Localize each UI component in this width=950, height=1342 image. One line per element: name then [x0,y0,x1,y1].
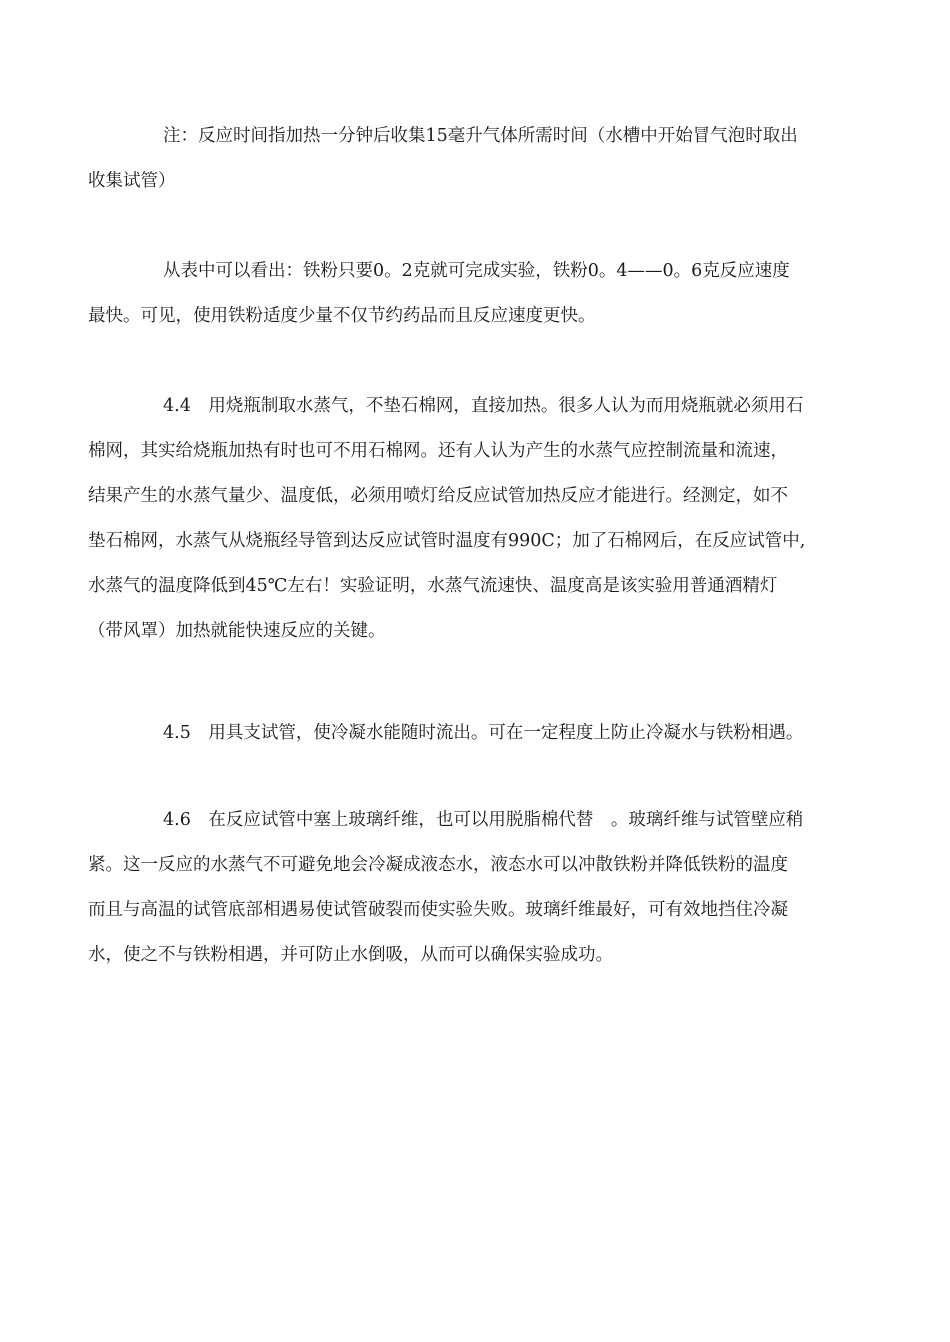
conclusion-paragraph [88,249,878,339]
text-line: 4.4 用烧瓶制取水蒸气，不垫石棉网，直接加热。很多人认为而用烧瓶就必须用石 [163,396,804,416]
section-4-6-paragraph [88,798,878,978]
text-line: 棉网，其实给烧瓶加热有时也可不用石棉网。还有人认为产生的水蒸气应控制流量和流速， [88,441,788,461]
text-line: 4.5 用具支试管，使冷凝水能随时流出。可在一定程度上防止冷凝水与铁粉相遇。 [163,723,804,743]
text-line: 而且与高温的试管底部相遇易使试管破裂而使实验失败。玻璃纤维最好，可有效地挡住冷凝 [88,900,788,920]
text-line: 注：反应时间指加热一分钟后收集15毫升气体所需时间（水槽中开始冒气泡时取出 [163,126,798,146]
text-line: 紧。这一反应的水蒸气不可避免地会冷凝成液态水，液态水可以冲散铁粉并降低铁粉的温度 [88,855,788,875]
text-line: 结果产生的水蒸气量少、温度低，必须用喷灯给反应试管加热反应才能进行。经测定，如不 [88,486,788,506]
text-line: （带风罩）加热就能快速反应的关键。 [88,621,386,641]
section-4-4-paragraph [88,384,878,654]
text-line: 垫石棉网，水蒸气从烧瓶经导管到达反应试管时温度有990C；加了石棉网后，在反应试管中, [88,531,806,551]
text-line: 收集试管） [88,171,176,191]
text-line: 水，使之不与铁粉相遇，并可防止水倒吸，从而可以确保实验成功。 [88,945,613,965]
text-line: 最快。可见，使用铁粉适度少量不仅节约药品而且反应速度更快。 [88,306,596,326]
note-paragraph [88,114,878,204]
text-line: 4.6 在反应试管中塞上玻璃纤维，也可以用脱脂棉代替 。玻璃纤维与试管壁应稍 [163,810,804,830]
section-4-5-paragraph [88,711,878,756]
text-line: 水蒸气的温度降低到45℃左右！实验证明，水蒸气流速快、温度高是该实验用普通酒精灯 [88,576,778,596]
text-line: 从表中可以看出：铁粉只要0。2克就可完成实验，铁粉0。4——0。6克反应速度 [163,261,790,281]
